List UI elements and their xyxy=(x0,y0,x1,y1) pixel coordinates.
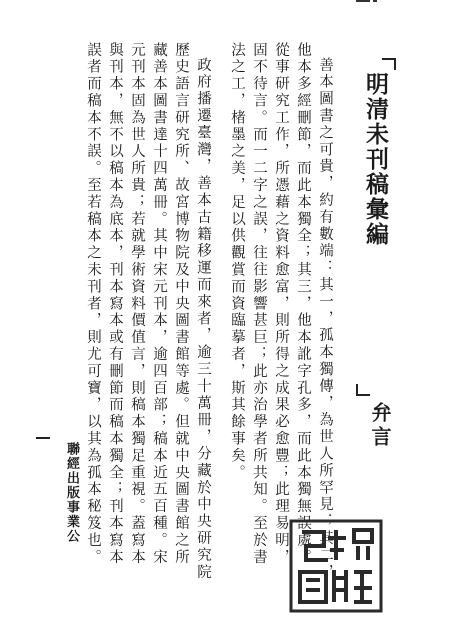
body-text xyxy=(82,42,336,582)
title-block xyxy=(352,58,400,388)
top-edge-mark xyxy=(300,0,380,6)
title-open-bracket xyxy=(382,58,396,70)
page-title: 明清未刊稿彙編 xyxy=(362,72,389,247)
paragraph-1: 善本圖書之可貴，約有數端：其一，孤本獨傳，為世人所罕見；其二，他本多經刪節，而此本獨全；其三，他本訛字孔多，而此本獨無誤處。從事研究工作，所憑藉之資料愈富，則所得之成果必愈豐；此理易明，固不待言。而一二字之誤，往往影響甚巨；此亦治學者所共知。至於書法之工，楮墨之美，足以供觀賞而資臨摹者，斯其餘事矣。 xyxy=(229,42,333,581)
library-seal-stamp xyxy=(288,518,384,614)
publisher-signature: 聯經出版事業公 xyxy=(64,442,79,544)
page-subtitle: 弁言 xyxy=(368,402,392,450)
margin-tick-mark xyxy=(36,437,50,439)
paragraph-2: 政府播遷臺灣，善本古籍移運而來者，逾三十萬冊，分藏於中央研究院歷史語言研究所、故宮博物院及中央圖書館等處。但就中央圖書館之所藏善本圖書達十四萬冊。其中宋元刊本，逾四百部；稿本近五百種。宋元刊本固為世人所貴；若就學術資料價值言，則稿本獨足重視。蓋寫本與刊本，無不以稿本為底本，刊本寫本或有刪節而稿本獨全；刊本寫本誤者而稿本不誤。至若稿本之未刊者，則尤可寶，以其為孤本秘笈也。 xyxy=(85,42,211,581)
title-close-bracket xyxy=(356,384,370,396)
